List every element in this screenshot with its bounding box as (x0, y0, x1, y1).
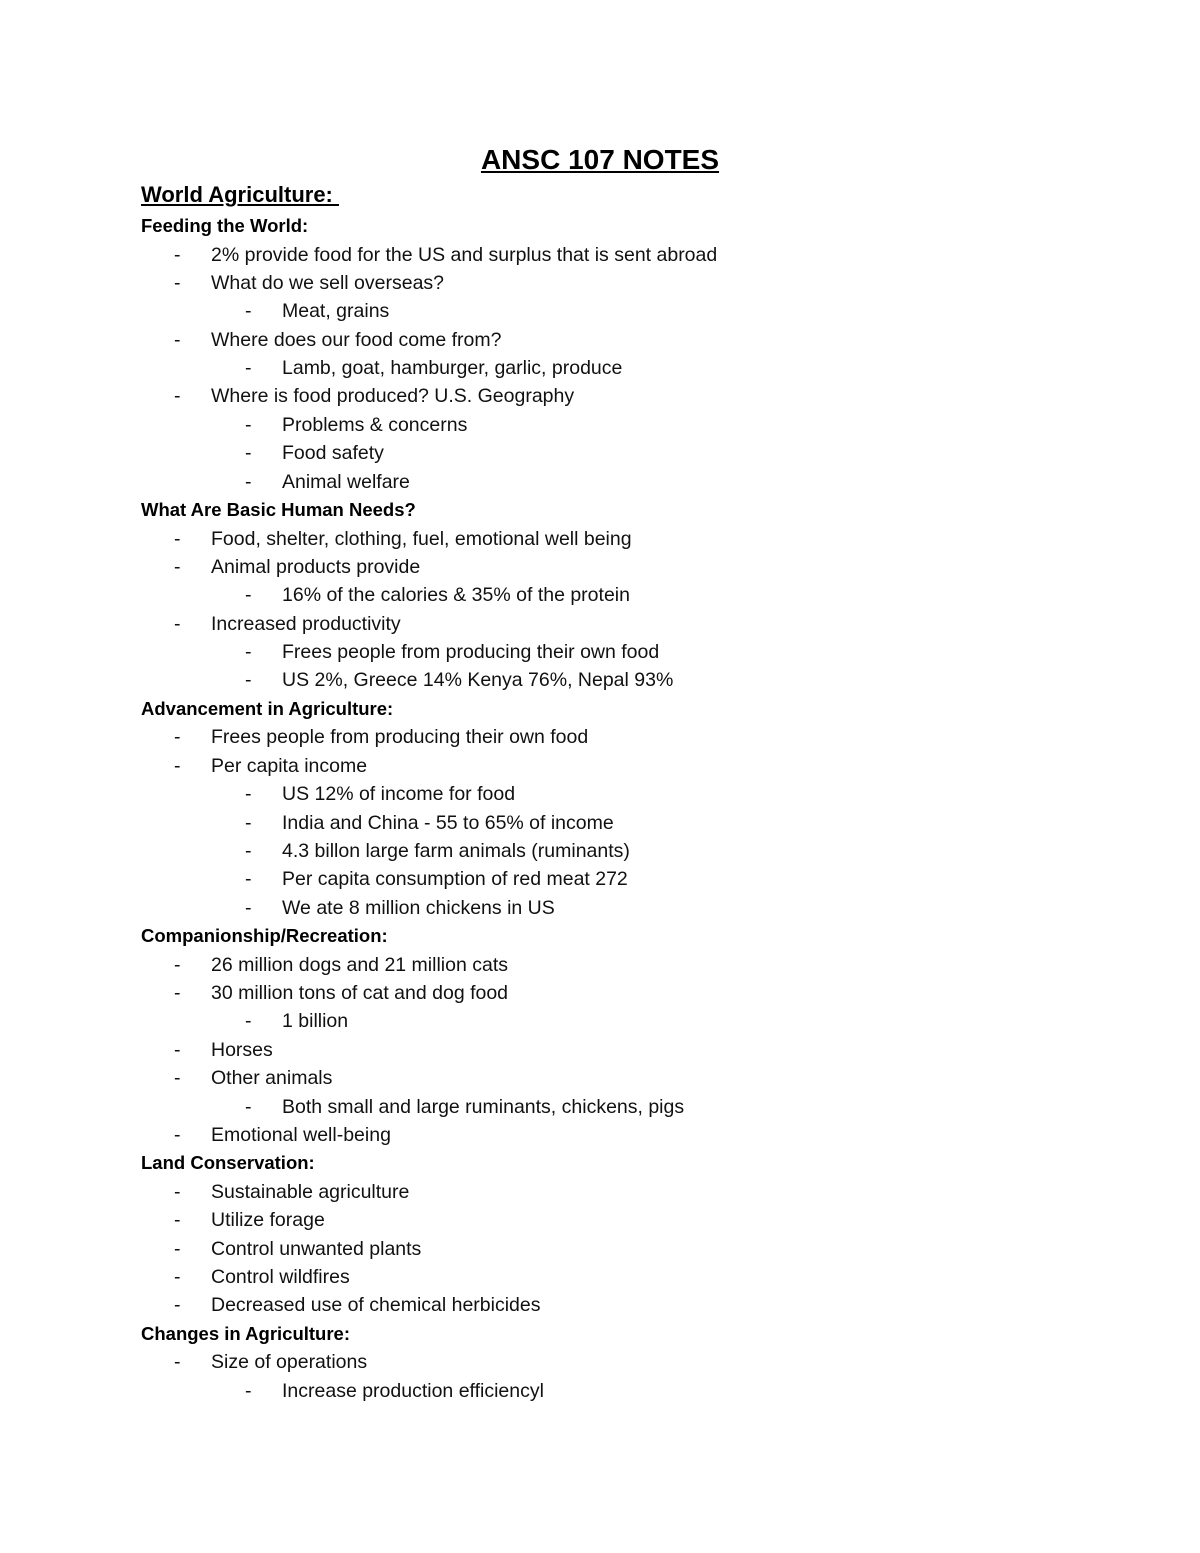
bullet-dash: - (174, 555, 181, 578)
list-item (141, 979, 1121, 1007)
list-item (141, 297, 1121, 325)
list-item (141, 382, 1121, 410)
list-item-text: Food safety (282, 442, 384, 465)
bullet-dash: - (174, 243, 181, 266)
bullet-dash: - (245, 300, 252, 323)
bullet-dash: - (174, 1237, 181, 1260)
bullet-dash: - (245, 442, 252, 465)
bullet-dash: - (245, 669, 252, 692)
section-heading: Feeding the World: (141, 215, 309, 236)
list-item (141, 553, 1121, 581)
list-item (141, 638, 1121, 666)
list-item (141, 894, 1121, 922)
list-item (141, 1036, 1121, 1064)
list-item (141, 752, 1121, 780)
list-item-text: Animal products provide (211, 555, 421, 578)
bullet-dash: - (245, 839, 252, 862)
list-item-text: What do we sell overseas? (211, 271, 445, 294)
bullet-list (141, 241, 1121, 497)
list-item-text: Both small and large ruminants, chickens, pigs (282, 1095, 685, 1118)
bullet-dash: - (245, 811, 252, 834)
list-item (141, 1348, 1121, 1376)
list-item (141, 666, 1121, 694)
bullet-dash: - (174, 527, 181, 550)
list-item-text: Control wildfires (211, 1266, 350, 1288)
bullet-list (141, 1178, 1121, 1320)
list-item (141, 1093, 1121, 1121)
bullet-dash: - (174, 385, 181, 408)
list-item-text: Problems & concerns (282, 413, 468, 436)
list-item-text: 4.3 billon large farm animals (ruminants) (282, 839, 630, 862)
bullet-dash: - (245, 783, 252, 806)
bullet-dash: - (245, 1010, 252, 1033)
section-heading: Advancement in Agriculture: (141, 697, 394, 719)
list-item-text: Emotional well-being (211, 1123, 391, 1146)
list-item-text: 26 million dogs and 21 million cats (211, 953, 508, 976)
list-item-text: Per capita income (211, 754, 368, 777)
bullet-dash: - (174, 1209, 181, 1232)
bullet-dash: - (174, 981, 181, 1004)
bullet-dash: - (245, 896, 252, 919)
bullet-dash: - (174, 1180, 181, 1203)
list-item-text: Frees people from producing their own food (211, 726, 589, 749)
list-item (141, 581, 1121, 609)
list-item-text: US 2%, Greece 14% Kenya 76%, Nepal 93% (282, 669, 674, 692)
list-item-text: Decreased use of chemical herbicides (211, 1294, 541, 1317)
bullet-dash: - (174, 612, 181, 635)
bullet-dash: - (174, 754, 181, 777)
list-item (141, 1178, 1121, 1206)
list-item-text: Where is food produced? U.S. Geography (211, 385, 575, 408)
list-item (141, 1007, 1121, 1035)
list-item (141, 1064, 1121, 1092)
list-item-text: Increased productivity (211, 612, 401, 635)
list-item (141, 1377, 1121, 1405)
document-body (141, 180, 1121, 1405)
list-item (141, 865, 1121, 893)
list-item-text: Frees people from producing their own food (282, 641, 660, 664)
list-item (141, 1235, 1121, 1263)
list-item-text: Animal welfare (282, 470, 410, 493)
bullet-dash: - (174, 1294, 181, 1317)
list-item-text: Lamb, goat, hamburger, garlic, produce (282, 357, 623, 380)
list-item (141, 1263, 1121, 1291)
section-heading: What Are Basic Human Needs? (141, 499, 416, 521)
bullet-dash: - (174, 1067, 181, 1090)
list-item-text: 2% provide food for the US and surplus that is sent abroad (211, 243, 718, 266)
bullet-dash: - (174, 953, 181, 976)
bullet-dash: - (245, 357, 252, 380)
list-item (141, 1206, 1121, 1234)
list-item-text: Horses (211, 1038, 273, 1061)
list-item (141, 809, 1121, 837)
list-item-text: India and China - 55 to 65% of income (282, 811, 614, 834)
bullet-dash: - (245, 1379, 252, 1402)
section-heading: Land Conservation: (141, 1152, 315, 1174)
bullet-dash: - (245, 641, 252, 664)
list-item (141, 610, 1121, 638)
bullet-dash: - (174, 1038, 181, 1061)
list-item-text: Control unwanted plants (211, 1237, 422, 1260)
list-item-text: Sustainable agriculture (211, 1180, 410, 1203)
list-item-text: 16% of the calories & 35% of the protein (282, 584, 630, 607)
list-item-text: Size of operations (211, 1351, 368, 1374)
list-item-text: Meat, grains (282, 300, 390, 323)
list-item (141, 1121, 1121, 1149)
bullet-list (141, 723, 1121, 922)
list-item-text: 1 billion (282, 1010, 349, 1033)
bullet-dash: - (174, 1123, 181, 1146)
list-item-text: Per capita consumption of red meat 272 (282, 868, 628, 891)
list-item-text: Increase production efficiencyl (282, 1379, 544, 1402)
list-item-text: Food, shelter, clothing, fuel, emotional well being (211, 527, 632, 550)
list-item (141, 780, 1121, 808)
sections-container (141, 212, 1121, 1405)
bullet-dash: - (174, 726, 181, 749)
bullet-dash: - (174, 328, 181, 351)
list-item (141, 326, 1121, 354)
bullet-dash: - (245, 470, 252, 493)
list-item (141, 468, 1121, 496)
bullet-list (141, 951, 1121, 1150)
bullet-dash: - (174, 1266, 181, 1288)
bullet-dash: - (245, 413, 252, 436)
section-heading: Changes in Agriculture: (141, 1322, 351, 1344)
main-heading: World Agriculture: (141, 182, 339, 207)
list-item (141, 269, 1121, 297)
bullet-dash: - (174, 271, 181, 294)
list-item (141, 439, 1121, 467)
list-item (141, 723, 1121, 751)
list-item (141, 525, 1121, 553)
list-item-text: Where does our food come from? (211, 328, 502, 351)
section-heading: Companionship/Recreation: (141, 925, 388, 947)
bullet-dash: - (245, 584, 252, 607)
bullet-list (141, 1348, 1121, 1405)
bullet-dash: - (245, 1095, 252, 1118)
list-item (141, 951, 1121, 979)
document-title: ANSC 107 NOTES (480, 144, 720, 175)
list-item-text: Other animals (211, 1067, 333, 1090)
bullet-list (141, 525, 1121, 695)
list-item-text: 30 million tons of cat and dog food (211, 981, 509, 1004)
list-item (141, 837, 1121, 865)
bullet-dash: - (245, 868, 252, 891)
list-item-text: US 12% of income for food (282, 783, 516, 806)
list-item (141, 241, 1121, 269)
list-item (141, 354, 1121, 382)
list-item (141, 1291, 1121, 1319)
list-item (141, 411, 1121, 439)
list-item-text: We ate 8 million chickens in US (282, 896, 555, 919)
bullet-dash: - (174, 1351, 181, 1374)
list-item-text: Utilize forage (211, 1209, 325, 1232)
